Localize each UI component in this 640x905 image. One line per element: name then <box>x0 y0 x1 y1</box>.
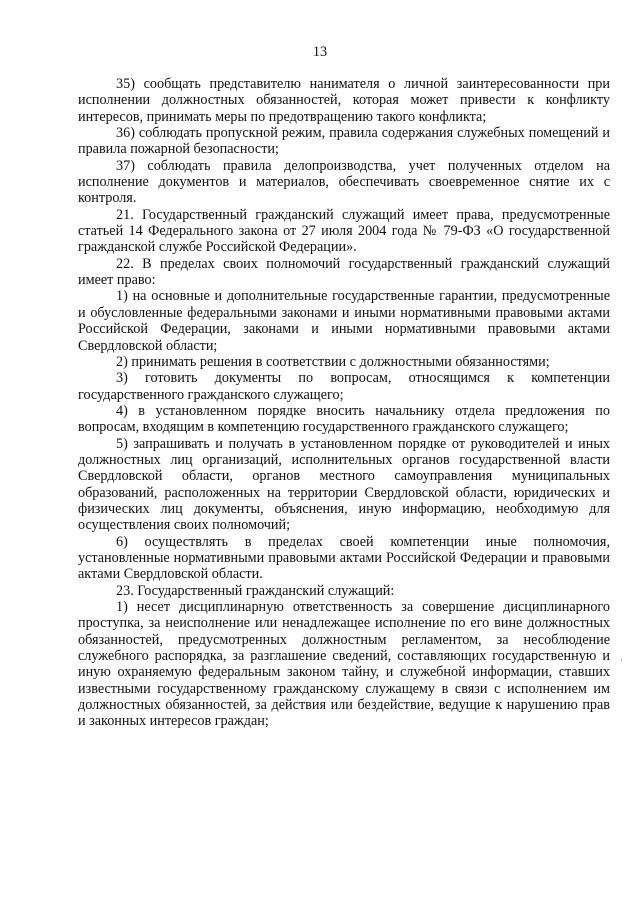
paragraph-clause-21: 21. Государственный гражданский служащий имеет права, предусмотренные статьей 14 Федерального закона от 27 июля 2004 года № 79-ФЗ «О государственной гражданской службе Российской Федерации». <box>78 206 610 256</box>
paragraph-right-5: 5) запрашивать и получать в установленном порядке от руководителей и иных должностных лиц организаций, исполнительных органов государственной власти Свердловской области, органов местного самоуправления муниципальных образований, расположенных на территории Свердловской области, юридических и физических лиц документы, объяснения, иную информацию, необходимую для осуществления своих полномочий; <box>78 435 610 534</box>
page-number: 13 <box>312 44 328 60</box>
paragraph-right-1: 1) на основные и дополнительные государственные гарантии, предусмотренные и обусловленные федеральными законами и иными нормативными правовыми актами Российской Федерации, законами и иными нормативными правовыми актами Свердловской области; <box>78 288 610 354</box>
paragraph-clause-22: 22. В пределах своих полномочий государственный гражданский служащий имеет право: <box>78 255 610 289</box>
paragraph-right-4: 4) в установленном порядке вносить начальнику отдела предложения по вопросам, входящим в компетенцию государственного гражданского служащего; <box>78 402 610 436</box>
paragraph-item-35: 35) сообщать представителю нанимателя о личной заинтересованности при исполнении должностных обязанностей, которая может привести к конфликту интересов, принимать меры по предотвращению такого конфликта; <box>78 76 610 125</box>
paragraph-item-37: 37) соблюдать правила делопроизводства, учет полученных отделом на исполнение документов и материалов, обеспечивать своевременное снятие их с контроля. <box>78 157 610 207</box>
paragraph-item-36: 36) соблюдать пропускной режим, правила содержания служебных помещений и правила пожарной безопасности; <box>78 125 610 158</box>
paragraph-right-2: 2) принимать решения в соответствии с должностными обязанностями; <box>116 353 550 370</box>
document-body <box>78 76 610 730</box>
scan-artifact-mark: · <box>620 655 623 665</box>
paragraph-right-6: 6) осуществлять в пределах своей компетенции иные полномочия, установленные нормативными правовыми актами Российской Федерации и правовыми актами Свердловской области. <box>78 533 610 583</box>
paragraph-right-3: 3) готовить документы по вопросам, относящимся к компетенции государственного гражданского служащего; <box>78 370 610 403</box>
paragraph-clause-23: 23. Государственный гражданский служащий: <box>116 582 395 599</box>
paragraph-responsibility-1: 1) несет дисциплинарную ответственность за совершение дисциплинарного проступка, за неисполнение или ненадлежащее исполнение по его вине должностных обязанностей, предусмотренных должностным регламентом, за несоблюдение служебного распорядка, за разглашение сведений, составляющих государственную и иную охраняемую федеральным законом тайну, и служебной информации, ставших известными государственному гражданскому служащему в связи с исполнением им должностных обязанностей, за действия или бездействие, ведущие к нарушению прав и законных интересов граждан; <box>78 599 610 730</box>
